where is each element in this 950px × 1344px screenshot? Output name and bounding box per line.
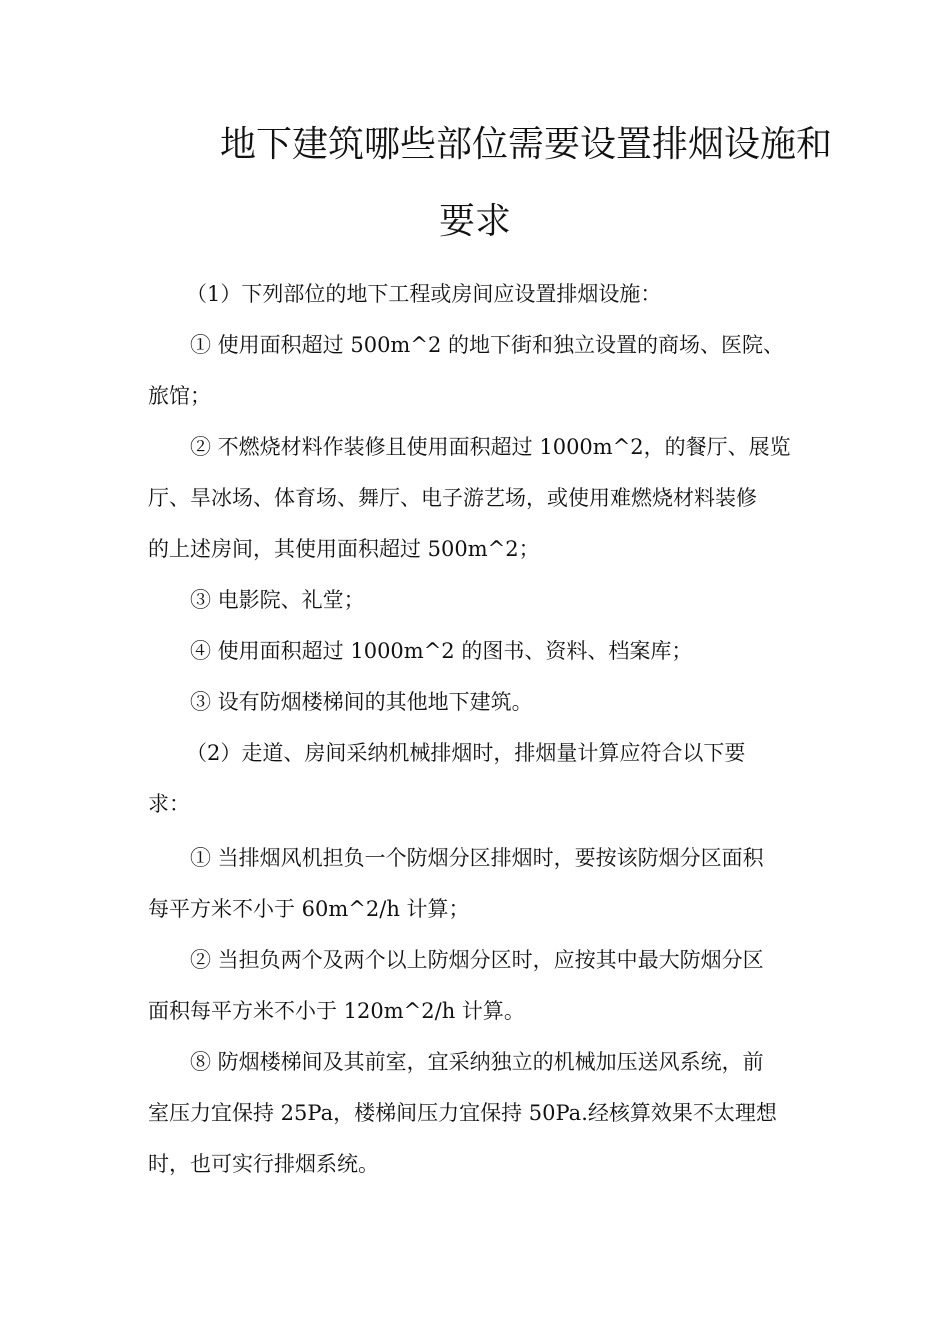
document-title-line-1: 地下建筑哪些部位需要设置排烟设施和 <box>220 124 833 165</box>
paragraph-line: 面积每平方米不小于 120m^2/h 计算。 <box>148 999 525 1023</box>
paragraph-line: ① 使用面积超过 500m^2 的地下街和独立设置的商场、医院、 <box>190 333 784 357</box>
paragraph-line: 厅、旱冰场、体育场、舞厅、电子游艺场，或使用难燃烧材料装修 <box>148 486 757 510</box>
paragraph-line: ④ 使用面积超过 1000m^2 的图书、资料、档案库； <box>190 639 693 663</box>
document-title-line-2: 要求 <box>438 201 511 242</box>
paragraph-line: ⑧ 防烟楼梯间及其前室，宜采纳独立的机械加压送风系统，前 <box>190 1050 764 1074</box>
paragraph-line: 时，也可实行排烟系统。 <box>148 1152 379 1176</box>
paragraph-line: ③ 设有防烟楼梯间的其他地下建筑。 <box>190 690 533 714</box>
section-1-heading: （1）下列部位的地下工程或房间应设置排烟设施： <box>186 282 662 306</box>
paragraph-line: 室压力宜保持 25Pa，楼梯间压力宜保持 50Pa.经核算效果不太理想 <box>148 1101 777 1125</box>
section-2-heading: （2）走道、房间采纳机械排烟时，排烟量计算应符合以下要 <box>186 741 746 765</box>
paragraph-line: 每平方米不小于 60m^2/h 计算； <box>148 897 470 921</box>
paragraph-line: 求： <box>148 792 190 816</box>
paragraph-line: 旅馆； <box>148 384 211 408</box>
paragraph-line: ① 当排烟风机担负一个防烟分区排烟时，要按该防烟分区面积 <box>190 846 764 870</box>
paragraph-line: ② 不燃烧材料作装修且使用面积超过 1000m^2，的餐厅、展览 <box>190 435 791 459</box>
paragraph-line: 的上述房间，其使用面积超过 500m^2； <box>148 537 540 561</box>
paragraph-line: ③ 电影院、礼堂； <box>190 588 365 612</box>
paragraph-line: ② 当担负两个及两个以上防烟分区时，应按其中最大防烟分区 <box>190 948 764 972</box>
